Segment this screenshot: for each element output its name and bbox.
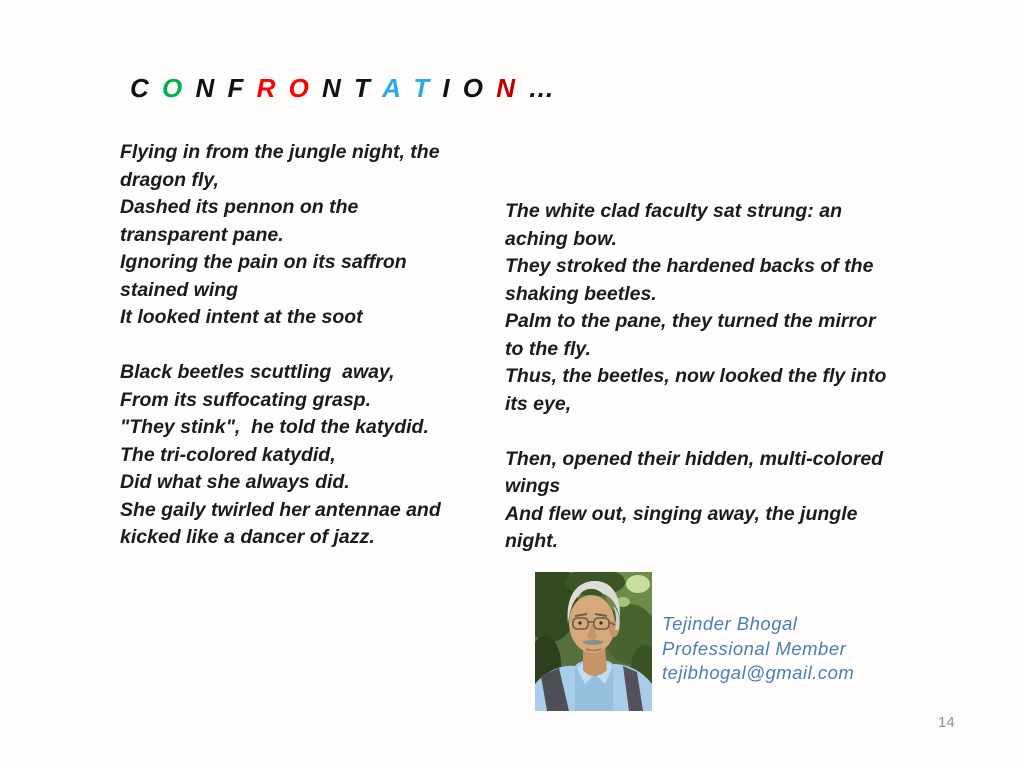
title-letter: A [382,73,414,104]
title-letter: N [322,73,355,104]
poem-line: stained wing [120,278,239,301]
poem-line: Palm to the pane, they turned the mirror [505,310,876,332]
poem-line: Black beetles scuttling away, [120,361,395,383]
poem-line: They stroked the hardened backs of the [505,255,874,277]
poem-line: shaking beetles. [505,282,657,305]
poem-left-stanza-1 [120,139,441,332]
poem-line: It looked intent at the soot [120,306,363,328]
author-credit [662,612,854,686]
title-letter: N [496,73,529,104]
slide-title [130,73,557,104]
poem-line: dragon fly, [120,168,219,191]
author-role: Professional Member [662,637,847,659]
title-letter: N [195,73,228,104]
poem-line: She gaily twirled her antennae and [120,498,441,521]
poem-line: night. [505,530,559,552]
poem-line: its eye, [505,392,572,415]
title-letter: T [413,73,443,104]
poem-right-stanza-1 [505,198,886,418]
title-letter: O [162,73,196,104]
poem-line: transparent pane. [120,223,284,246]
title-letter: O [462,73,497,104]
title-letter: T [354,73,383,104]
title-letter: I [442,73,463,104]
poem-line: Then, opened their hidden, multi-colored [505,447,884,470]
poem-line: Flying in from the jungle night, the [120,141,440,163]
poem-line: Did what she always did. [120,471,350,493]
poem-right-stanza-2 [505,446,886,556]
title-letter: … [528,73,558,104]
title-letter: F [227,73,257,104]
author-email: tejibhogal@gmail.com [662,662,855,683]
poem-line: Dashed its pennon on the [120,196,359,218]
title-letter: R [256,73,289,104]
poem-line: to the fly. [505,337,591,360]
poem-line: Thus, the beetles, now looked the fly into [505,365,887,387]
poem-right-column [505,198,886,556]
poem-left-stanza-2 [120,359,441,552]
poem-line: From its suffocating grasp. [120,388,372,411]
page-number: 14 [938,714,955,731]
title-letter: C [130,73,162,104]
poem-left-column [120,139,441,552]
poem-line: Ignoring the pain on its saffron [120,251,407,273]
author-name: Tejinder Bhogal [662,613,798,634]
poem-line: The white clad faculty sat strung: an [505,200,842,222]
author-portrait-photo [535,572,652,711]
poem-line: The tri-colored katydid, [120,443,336,466]
poem-line: "They stink", he told the katydid. [120,416,429,438]
poem-line: wings [505,475,561,497]
poem-line: kicked like a dancer of jazz. [120,526,375,548]
poem-line: aching bow. [505,227,617,250]
title-letter: O [288,73,323,104]
portrait-illustration [535,572,652,711]
poem-line: And flew out, singing away, the jungle [505,502,858,525]
